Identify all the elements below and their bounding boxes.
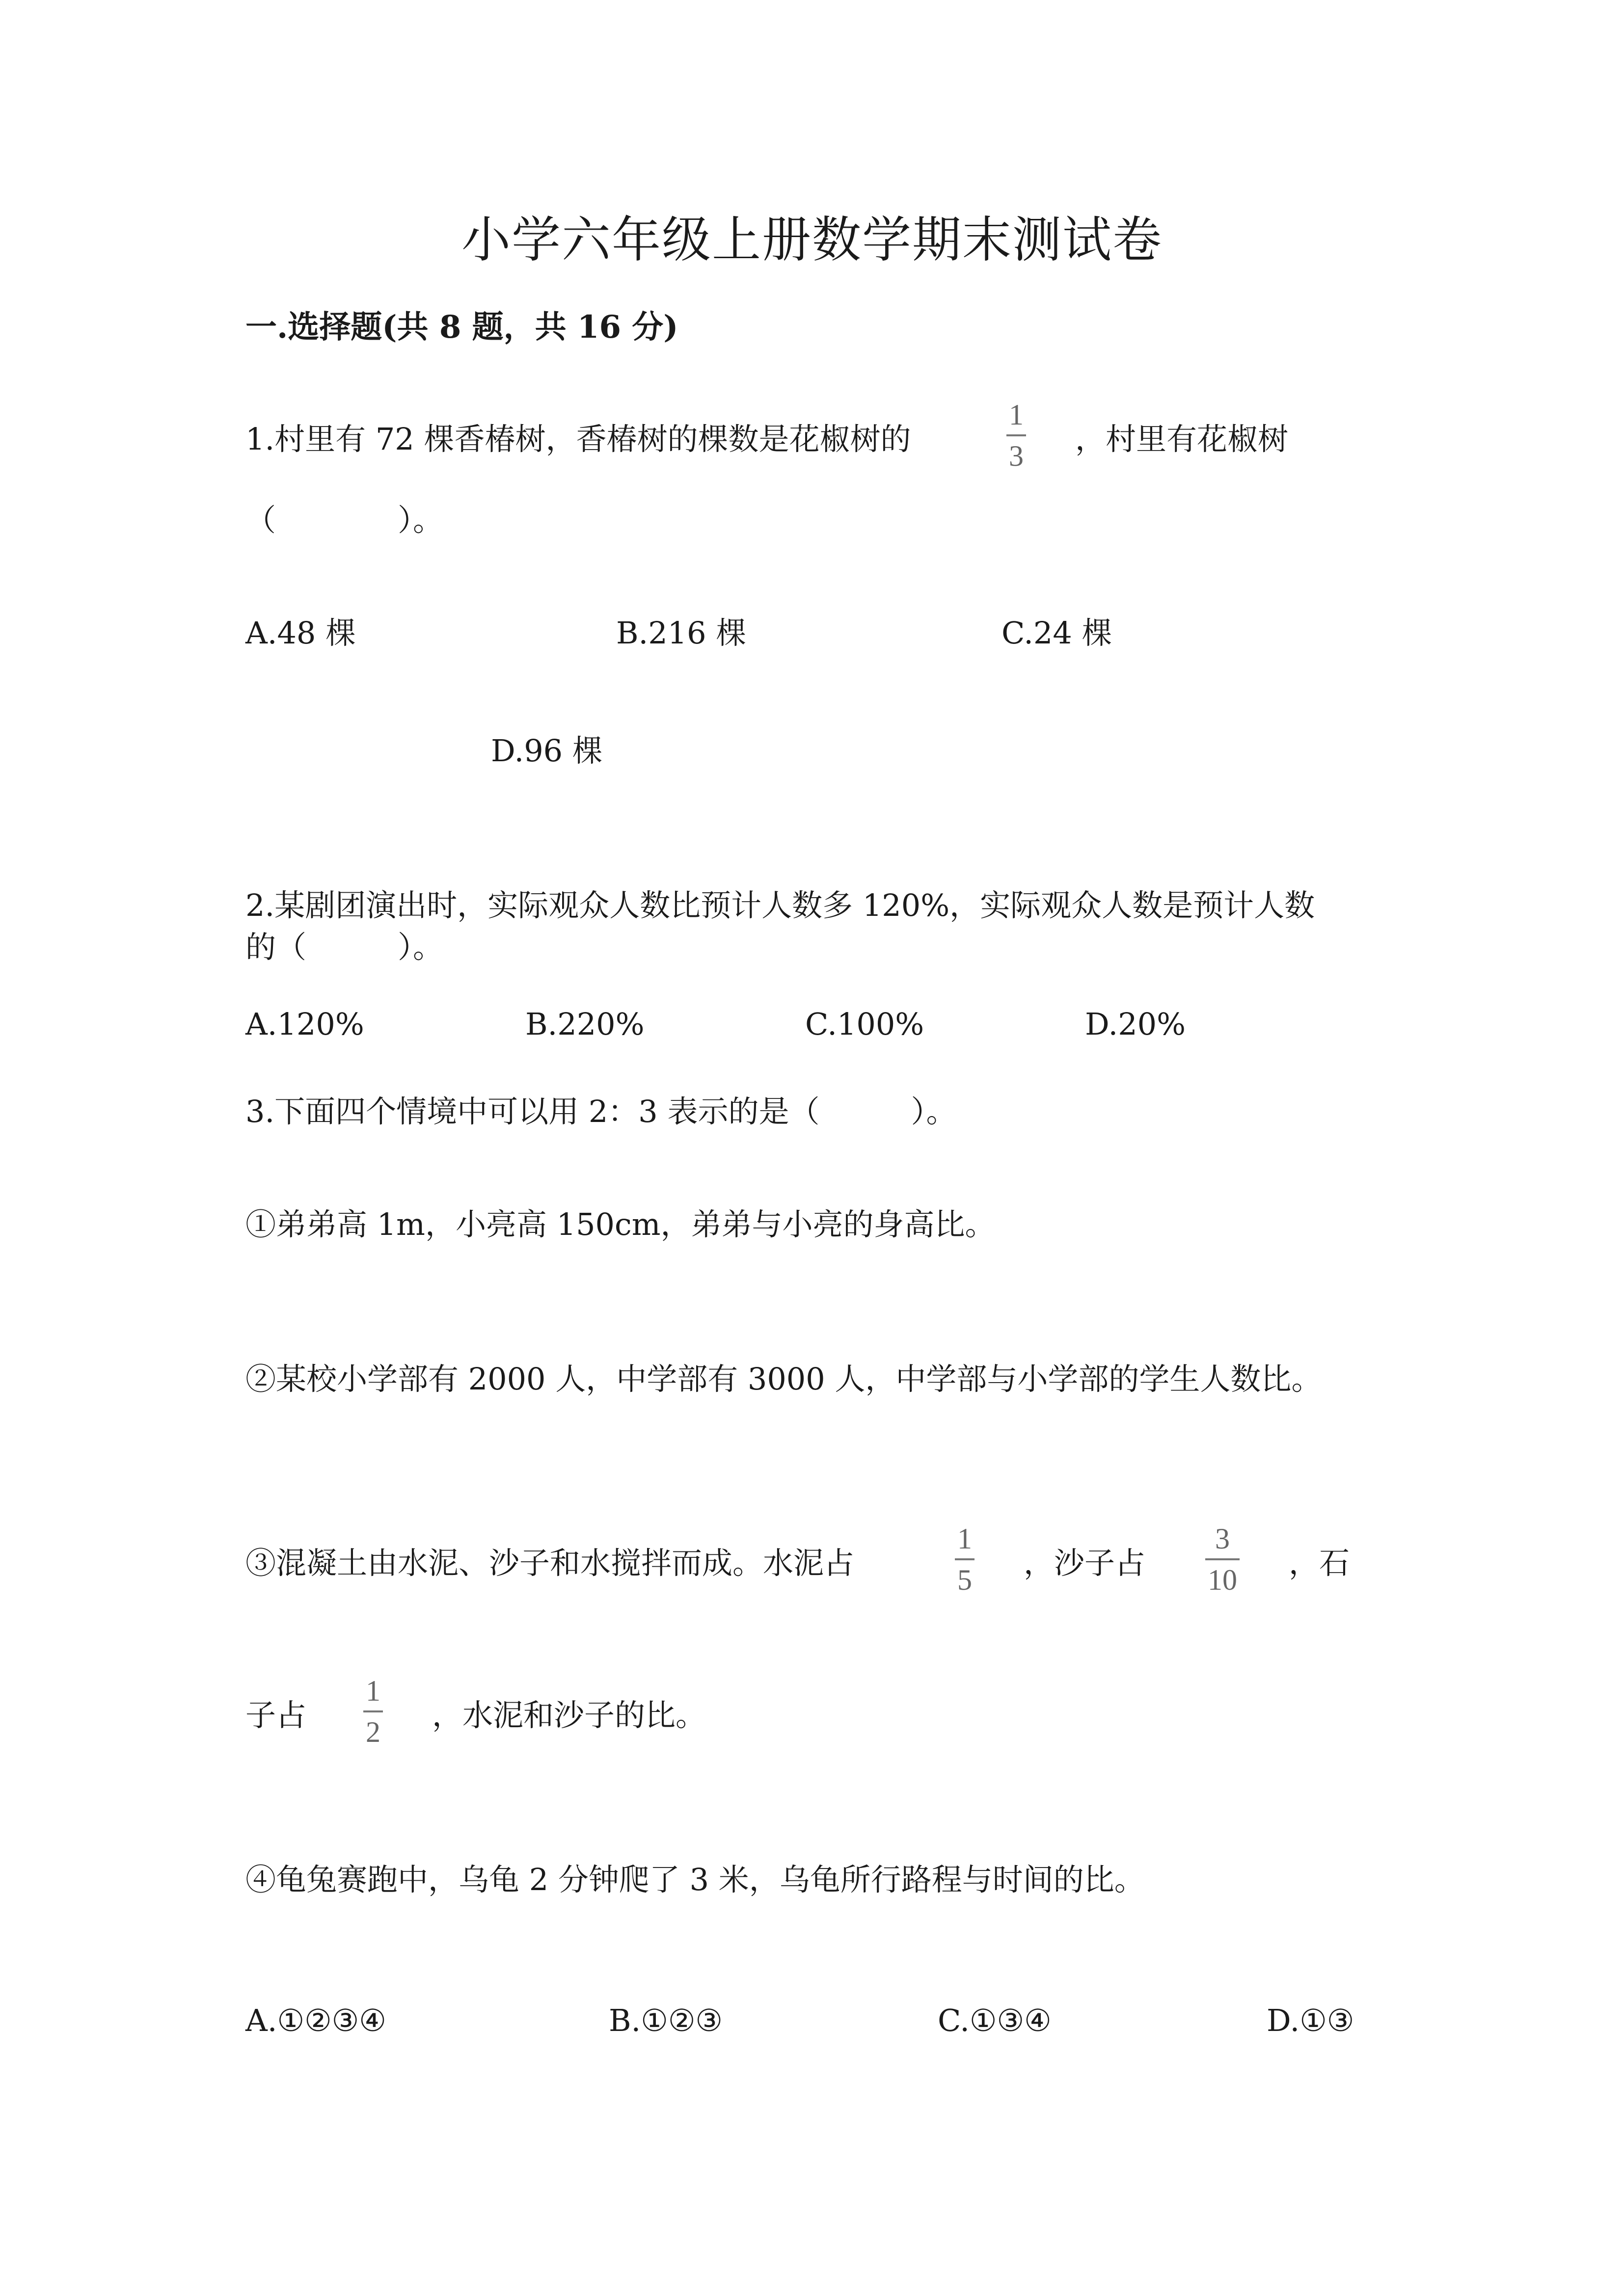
page-title: 小学六年级上册数学期末测试卷 (461, 211, 1163, 268)
q1-fraction-denominator: 3 (1009, 440, 1024, 472)
q1-option-d: D.96 棵 (491, 733, 603, 769)
q1-option-c: C.24 棵 (1001, 615, 1112, 651)
q3-fraction1-numerator: 1 (957, 1522, 972, 1555)
q2-line2: 的（ ）。 (245, 929, 444, 965)
q3-option-b: B.①②③ (609, 2002, 723, 2038)
q3-item2: ②某校小学部有 2000 人，中学部有 3000 人，中学部与小学部的学生人数比。 (245, 1361, 1322, 1397)
q1-stem-after: ，村里有花椒树 (1075, 421, 1289, 457)
q1-fraction (1004, 400, 1029, 471)
q2-option-d: D.20% (1085, 1006, 1186, 1042)
q3-item4: ④龟兔赛跑中，乌龟 2 分钟爬了 3 米，乌龟所行路程与时间的比。 (245, 1862, 1145, 1897)
fraction-bar (363, 1710, 383, 1712)
fraction-bar (1205, 1558, 1240, 1560)
q3-item3-part3: ，石 (1289, 1545, 1350, 1581)
q1-option-a: A.48 棵 (245, 615, 356, 651)
q3-option-d: D.①③ (1267, 2002, 1354, 2038)
q3-fraction-three-tenths (1200, 1524, 1245, 1595)
section-heading: 一.选择题(共 8 题，共 16 分) (245, 309, 678, 346)
q1-option-b: B.216 棵 (616, 615, 747, 651)
q1-answer-blank: （ ）。 (245, 502, 444, 538)
fraction-bar (1006, 434, 1026, 436)
q3-item3-part2: ，沙子占 (1024, 1545, 1146, 1581)
q2-option-c: C.100% (805, 1006, 924, 1042)
q1-stem-before: 1.村里有 72 棵香椿树，香椿树的棵数是花椒树的 (245, 421, 911, 457)
q3-option-c: C.①③④ (938, 2002, 1052, 2038)
q3-fraction3-denominator: 2 (366, 1716, 380, 1748)
q3-item3-part1: ③混凝土由水泥、沙子和水搅拌而成。水泥占 (245, 1545, 855, 1581)
q3-fraction1-denominator: 5 (957, 1564, 972, 1596)
q3-fraction-one-half (358, 1676, 388, 1747)
q3-fraction2-numerator: 3 (1215, 1522, 1230, 1555)
q3-fraction3-numerator: 1 (366, 1675, 380, 1707)
q3-fraction2-denominator: 10 (1208, 1564, 1237, 1596)
q3-stem: 3.下面四个情境中可以用 2：3 表示的是（ ）。 (245, 1094, 957, 1129)
q3-item3-line2-part2: ，水泥和沙子的比。 (432, 1697, 706, 1733)
q2-line1: 2.某剧团演出时，实际观众人数比预计人数多 120%，实际观众人数是预计人数 (245, 887, 1315, 923)
fraction-bar (955, 1558, 974, 1560)
q2-option-a: A.120% (245, 1006, 364, 1042)
q3-option-a: A.①②③④ (245, 2002, 386, 2038)
q3-item1: ①弟弟高 1m，小亮高 150cm，弟弟与小亮的身高比。 (245, 1206, 996, 1242)
q3-fraction-one-fifth (950, 1524, 979, 1595)
q3-item3-line2-part1: 子占 (245, 1697, 307, 1733)
q1-fraction-numerator: 1 (1009, 399, 1024, 431)
q2-option-b: B.220% (525, 1006, 645, 1042)
